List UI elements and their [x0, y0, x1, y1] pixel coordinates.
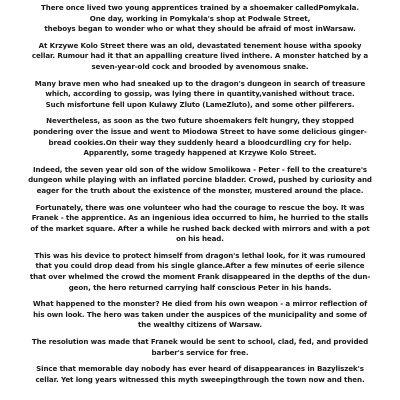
text-line: Apparently, some tragedy happened at Krzywe Kolo Street. [83, 148, 317, 158]
text-line: The resolution was made that Franek would be sent to school, clad, fed, and provided [31, 337, 369, 347]
text-line: Many brave men who had sneaked up to the dragon's dungeon in search of treasure [34, 78, 366, 88]
text-line: One day, working in Pomykala's shop at Podwale Street, [89, 13, 311, 23]
story-paragraph [4, 79, 396, 111]
text-line: Such misfortune fell upon Kulawy Zluto (LameZluto), and some other pilferers. [45, 99, 355, 109]
text-line: dungeon while playing with an inflated porcine bladder. Crowd, pushed by curiosity and [28, 175, 372, 185]
story-paragraph [4, 116, 396, 158]
text-line: What happened to the monster? He died from his own weapon - a mirror reflection of [32, 299, 368, 309]
text-line: There once lived two young apprentices trained by a shoemaker calledPomykala. [41, 3, 359, 12]
text-line: geon, the hero returned carrying half conscious Peter in his hands. [68, 282, 332, 292]
story-paragraph [4, 299, 396, 331]
text-line: Fortunately, there was one volunteer who had the courage to rescue the boy. It was [35, 202, 365, 212]
text-line: cellar. Rumour had it that an appalling creature lived inthere. A monster hatched by a [31, 51, 369, 61]
text-line: the wealthy citizens of Warsaw. [138, 320, 262, 330]
text-line: Franek - the apprentice. As an ingenious idea occurred to him, he hurried to the stalls [31, 213, 369, 223]
story-paragraph [4, 203, 396, 245]
text-line: that over whelmed the crowd the moment Frank disappeared in the depths of the dun- [29, 272, 371, 282]
text-line: Nevertheless, as soon as the two future shoemakers felt hungry, they stopped [46, 116, 354, 126]
text-line: Indeed, the seven year old son of the widow Smolikowa - Peter - fell to the creature's [32, 164, 368, 174]
text-line: barber's service for free. [151, 347, 249, 357]
text-line: Since that memorable day nobody has ever heard of disappearances in Bazyliszek's [36, 364, 364, 374]
story-paragraph [4, 165, 396, 197]
story-paragraph [4, 251, 396, 293]
text-line: seven-year-old cock and brooded by avenomous snake. [91, 61, 309, 71]
text-line: This was his device to protect himself from dragon's lethal look, for it was rumoured [34, 250, 366, 260]
text-line: eager for the truth about the existence of the monster, mustered around the place. [36, 185, 364, 195]
text-line: of the market square. After a while he rushed back decked with mirrors and with a pot [30, 223, 370, 233]
text-line: which, according to gossip, was lying there in quantity,vanished without trace. [45, 89, 355, 99]
story-paragraph [4, 364, 396, 385]
story-paragraph [4, 3, 396, 35]
story-paragraph [4, 337, 396, 358]
story-paragraph [4, 41, 396, 73]
text-line: theboys began to wonder who or what they should be afraid of most inWarsaw. [44, 24, 356, 34]
text-line: on his head. [176, 234, 224, 244]
text-line: that you could drop dead from his single glance.After a few minutes of eerie silence [35, 261, 365, 271]
text-line: At Krzywe Kolo Street there was an old, devastated tenement house witha spooky [38, 40, 362, 50]
text-line: pondering over the issue and went to Miodowa Street to have some delicious ginger- [33, 126, 367, 136]
text-line: bread cookies.On their way they suddenly heard a bloodcurdling cry for help. [48, 137, 352, 147]
text-line: his own look. The hero was taken under the auspices of the municipality and some of [33, 309, 367, 319]
text-line: cellar. Yet long years witnessed this myth sweepingthrough the town now and then. [35, 374, 365, 384]
